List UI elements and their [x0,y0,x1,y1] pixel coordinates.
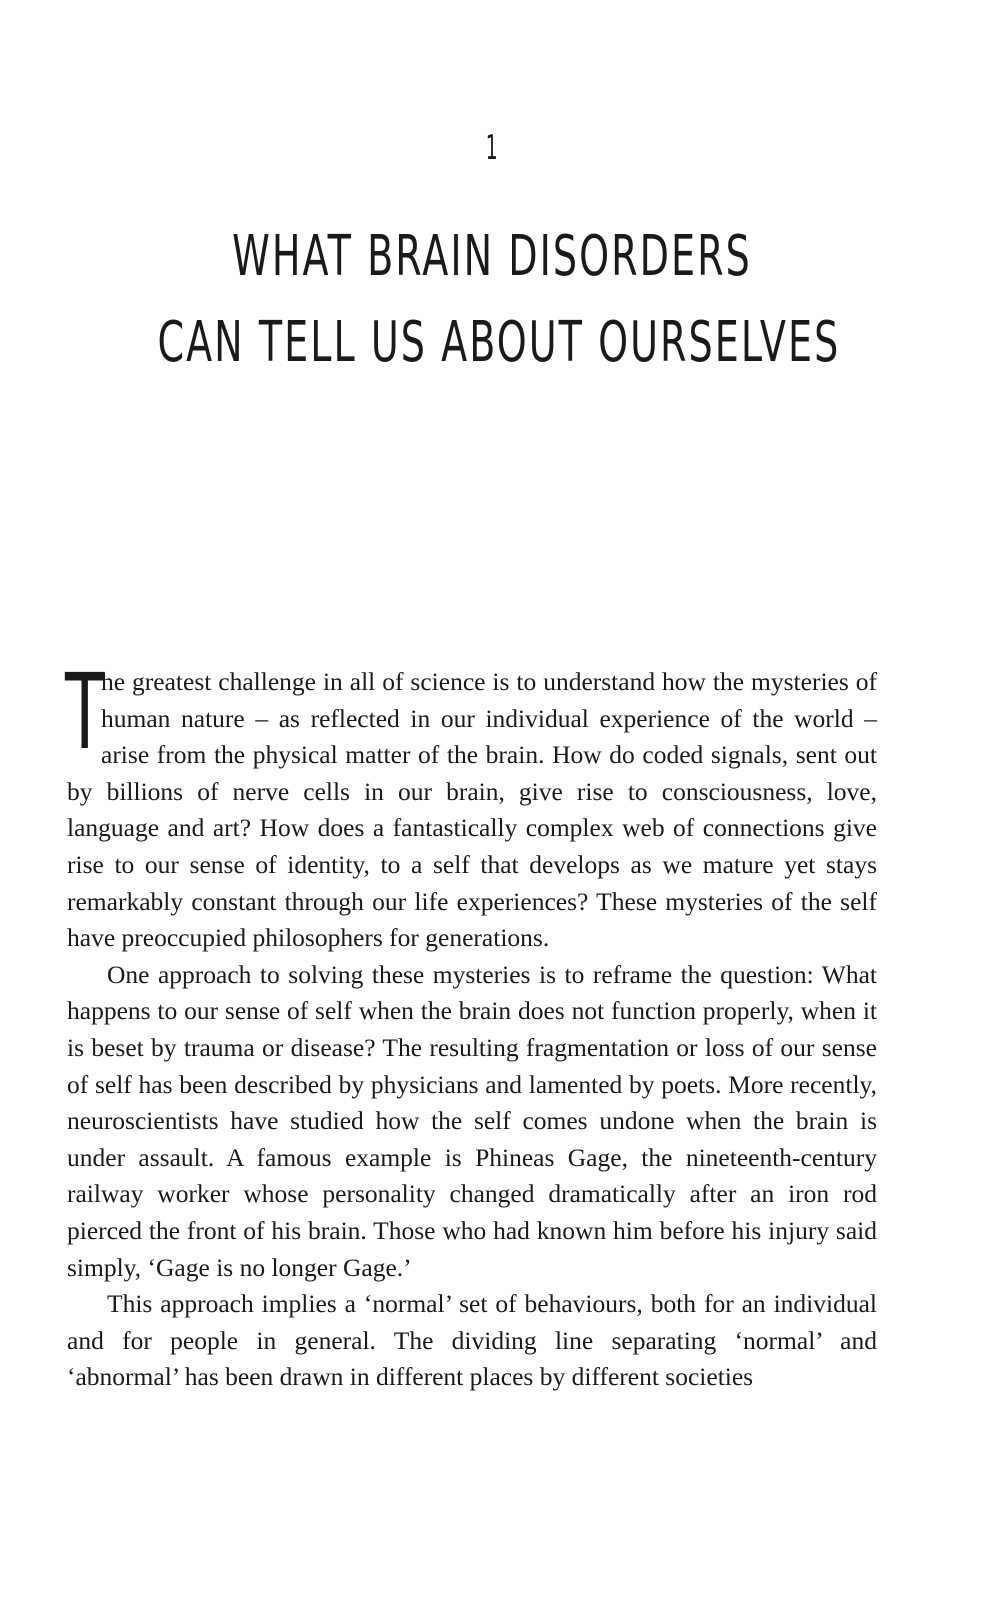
chapter-number: 1 [485,128,499,168]
chapter-title-line-2: CAN TELL US ABOUT OURSELVES [157,310,841,375]
chapter-title-line-1: WHAT BRAIN DISORDERS [232,224,752,289]
paragraph-1 [65,651,877,957]
chapter-title [0,214,984,386]
paragraph-1-text: he greatest challenge in all of science is to understand how the mysteries of human nature – as reflected in our individual experience of the world – arise from the physical matter of the brain. How do coded signals, sent out by billions of nerve cells in our brain, give rise to consciousness, love, language and art? How does a fantastically complex web of connections give rise to our sense of identity, to a self that develops as we mature yet stays remarkably constant through our life experiences? These mysteries of the self have preoccupied philosophers for generations. [67,667,877,953]
paragraph-2: One approach to solving these mysteries is to reframe the question: What happens to our sense of self when the brain does not function properly, when it is beset by trauma or disease? The resulting fragmentation or loss of our sense of self has been described by physicians and lamented by poets. More recently, neuroscientists have studied how the self comes undone when the brain is under assault. A famous example is Phineas Gage, the nineteenth-century railway worker whose personality changed dramatically after an iron rod pierced the front of his brain. Those who had known him before his injury said simply, ‘Gage is no longer Gage.’ [67,959,877,1282]
paragraph-3: This approach implies a ‘normal’ set of behaviours, both for an individual and for people in general. The dividing line separating ‘normal’ and ‘abnormal’ has been drawn in different places by different societies [67,1289,877,1392]
drop-cap: T [65,651,105,773]
body-text [65,651,877,1396]
